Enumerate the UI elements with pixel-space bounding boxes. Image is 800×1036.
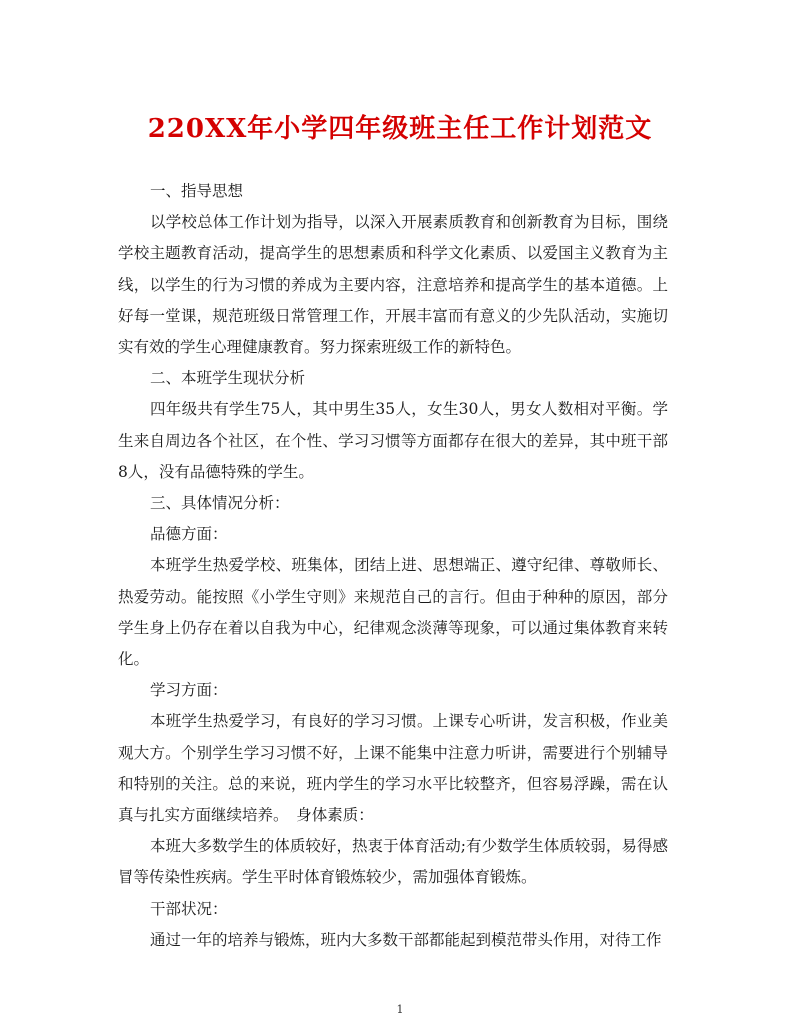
paragraph: 四年级共有学生75人，其中男生35人，女生30人，男女人数相对平衡。学生来自周边各个社区，在个性、学习习惯等方面都存在很大的差异，其中班干部8人，没有品德特殊的学生。 bbox=[118, 400, 668, 481]
paragraph: 以学校总体工作计划为指导，以深入开展素质教育和创新教育为目标，围绕学校主题教育活动，提高学生的思想素质和科学文化素质、以爱国主义教育为主线，以学生的行为习惯的养成为主要内容，注意培养和提高学生的基本道德。上好每一堂课，规范班级日常管理工作，开展丰富而有意义的少先队活动，实施切实有效的学生心理健康教育。努力探索班级工作的新特色。 bbox=[118, 213, 668, 357]
paragraph: 通过一年的培养与锻炼，班内大多数干部都能起到模范带头作用，对待工作 bbox=[150, 930, 662, 949]
paragraph: 本班学生热爱学习，有良好的学习习惯。上课专心听讲，发言积极，作业美观大方。个别学生学习习惯不好，上课不能集中注意力听讲，需要进行个别辅导和特别的关注。总的来说，班内学生的学习水平比较整齐，但容易浮躁，需在认真与扎实方面继续培养。 身体素质： bbox=[118, 712, 668, 825]
subsection-heading: 学习方面： bbox=[150, 681, 228, 700]
paragraph: 本班大多数学生的体质较好，热衷于体育活动;有少数学生体质较弱，易得感冒等传染性疾病。学生平时体育锻炼较少，需加强体育锻炼。 bbox=[118, 837, 668, 887]
subsection-heading: 品德方面： bbox=[150, 525, 228, 544]
document-body bbox=[118, 176, 668, 956]
page-number: 1 bbox=[396, 1003, 404, 1016]
document-title: 220XX年小学四年级班主任工作计划范文 bbox=[147, 114, 653, 144]
section-heading: 二、本班学生现状分析 bbox=[150, 369, 306, 388]
section-heading: 一、指导思想 bbox=[150, 182, 244, 200]
subsection-heading: 干部状况： bbox=[150, 899, 228, 918]
paragraph: 本班学生热爱学校、班集体，团结上进、思想端正、遵守纪律、尊敬师长、热爱劳动。能按照《小学生守则》来规范自己的言行。但由于种种的原因，部分学生身上仍存在着以自我为中心，纪律观念淡薄等现象，可以通过集体教育来转化。 bbox=[118, 556, 668, 669]
section-heading: 三、具体情况分析： bbox=[150, 494, 290, 513]
